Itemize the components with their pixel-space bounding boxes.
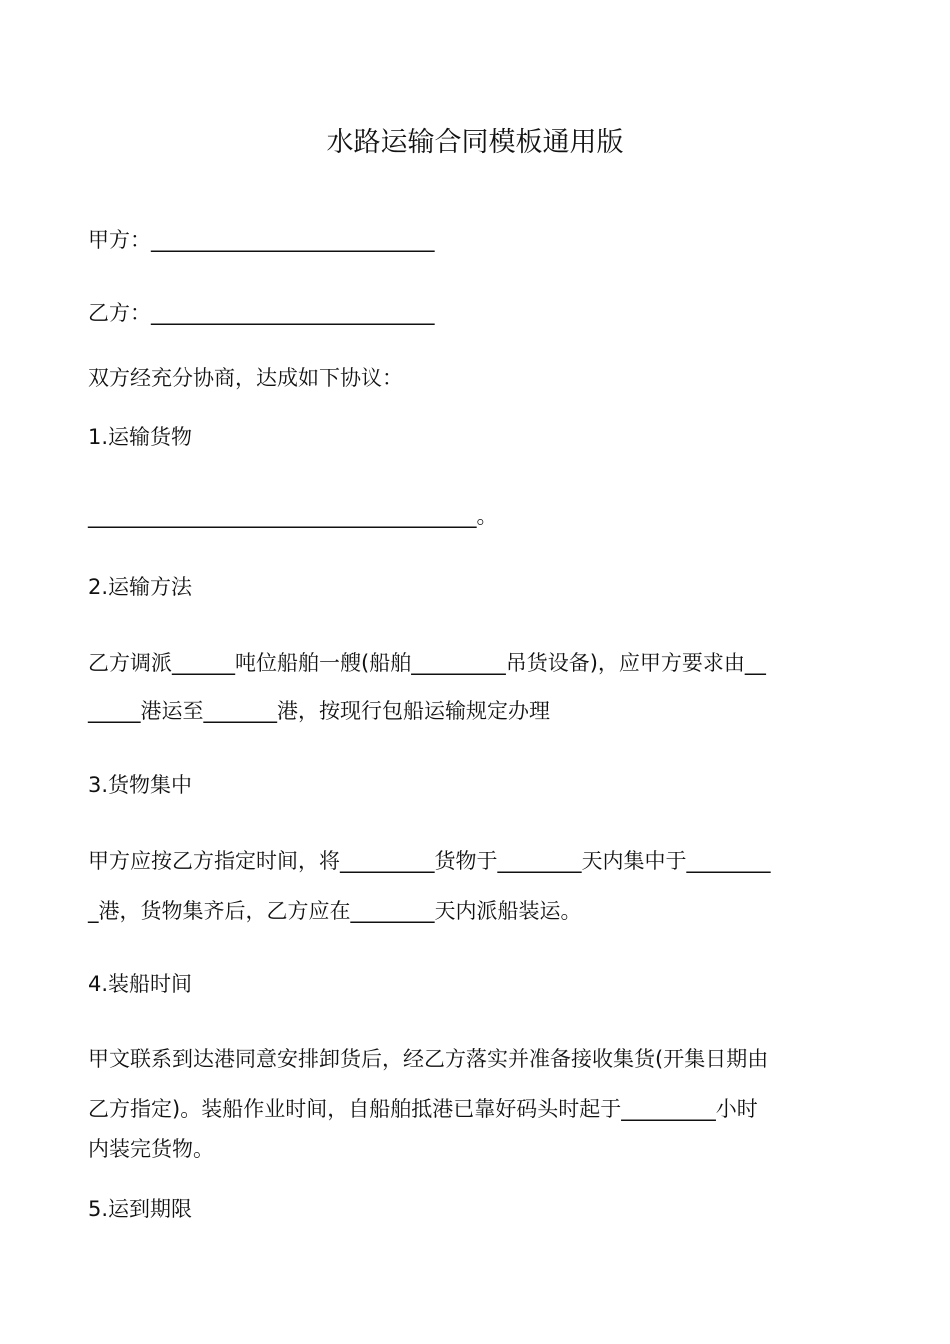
section-1-blank-line: _____________________________________。	[88, 504, 498, 528]
section-4-line-3: 内装完货物。	[88, 1137, 214, 1161]
section-4-heading: 4.装船时间	[88, 972, 193, 996]
section-3-heading: 3.货物集中	[88, 773, 193, 797]
document-title: 水路运输合同模板通用版	[326, 127, 624, 158]
party-a-line: 甲方：___________________________	[88, 228, 435, 252]
section-5-heading: 5.运到期限	[88, 1197, 193, 1221]
section-4-line-1: 甲文联系到达港同意安排卸货后，经乙方落实并准备接收集货(开集日期由	[88, 1047, 769, 1071]
section-4-line-2: 乙方指定)。装船作业时间，自船舶抵港已靠好码头时起于_________小时	[88, 1097, 758, 1121]
section-3-line-2: _港，货物集齐后，乙方应在________天内派船装运。	[88, 899, 582, 923]
section-3-line-1: 甲方应按乙方指定时间，将_________货物于________天内集中于________	[88, 849, 771, 873]
intro-line: 双方经充分协商，达成如下协议：	[88, 366, 403, 390]
section-2-line-1: 乙方调派______吨位船舶一艘(船舶_________吊货设备)，应甲方要求由__	[88, 651, 766, 675]
party-b-line: 乙方：___________________________	[88, 301, 435, 325]
section-1-heading: 1.运输货物	[88, 425, 193, 449]
section-2-line-2: _____港运至_______港，按现行包船运输规定办理	[88, 699, 550, 723]
section-2-heading: 2.运输方法	[88, 575, 193, 599]
